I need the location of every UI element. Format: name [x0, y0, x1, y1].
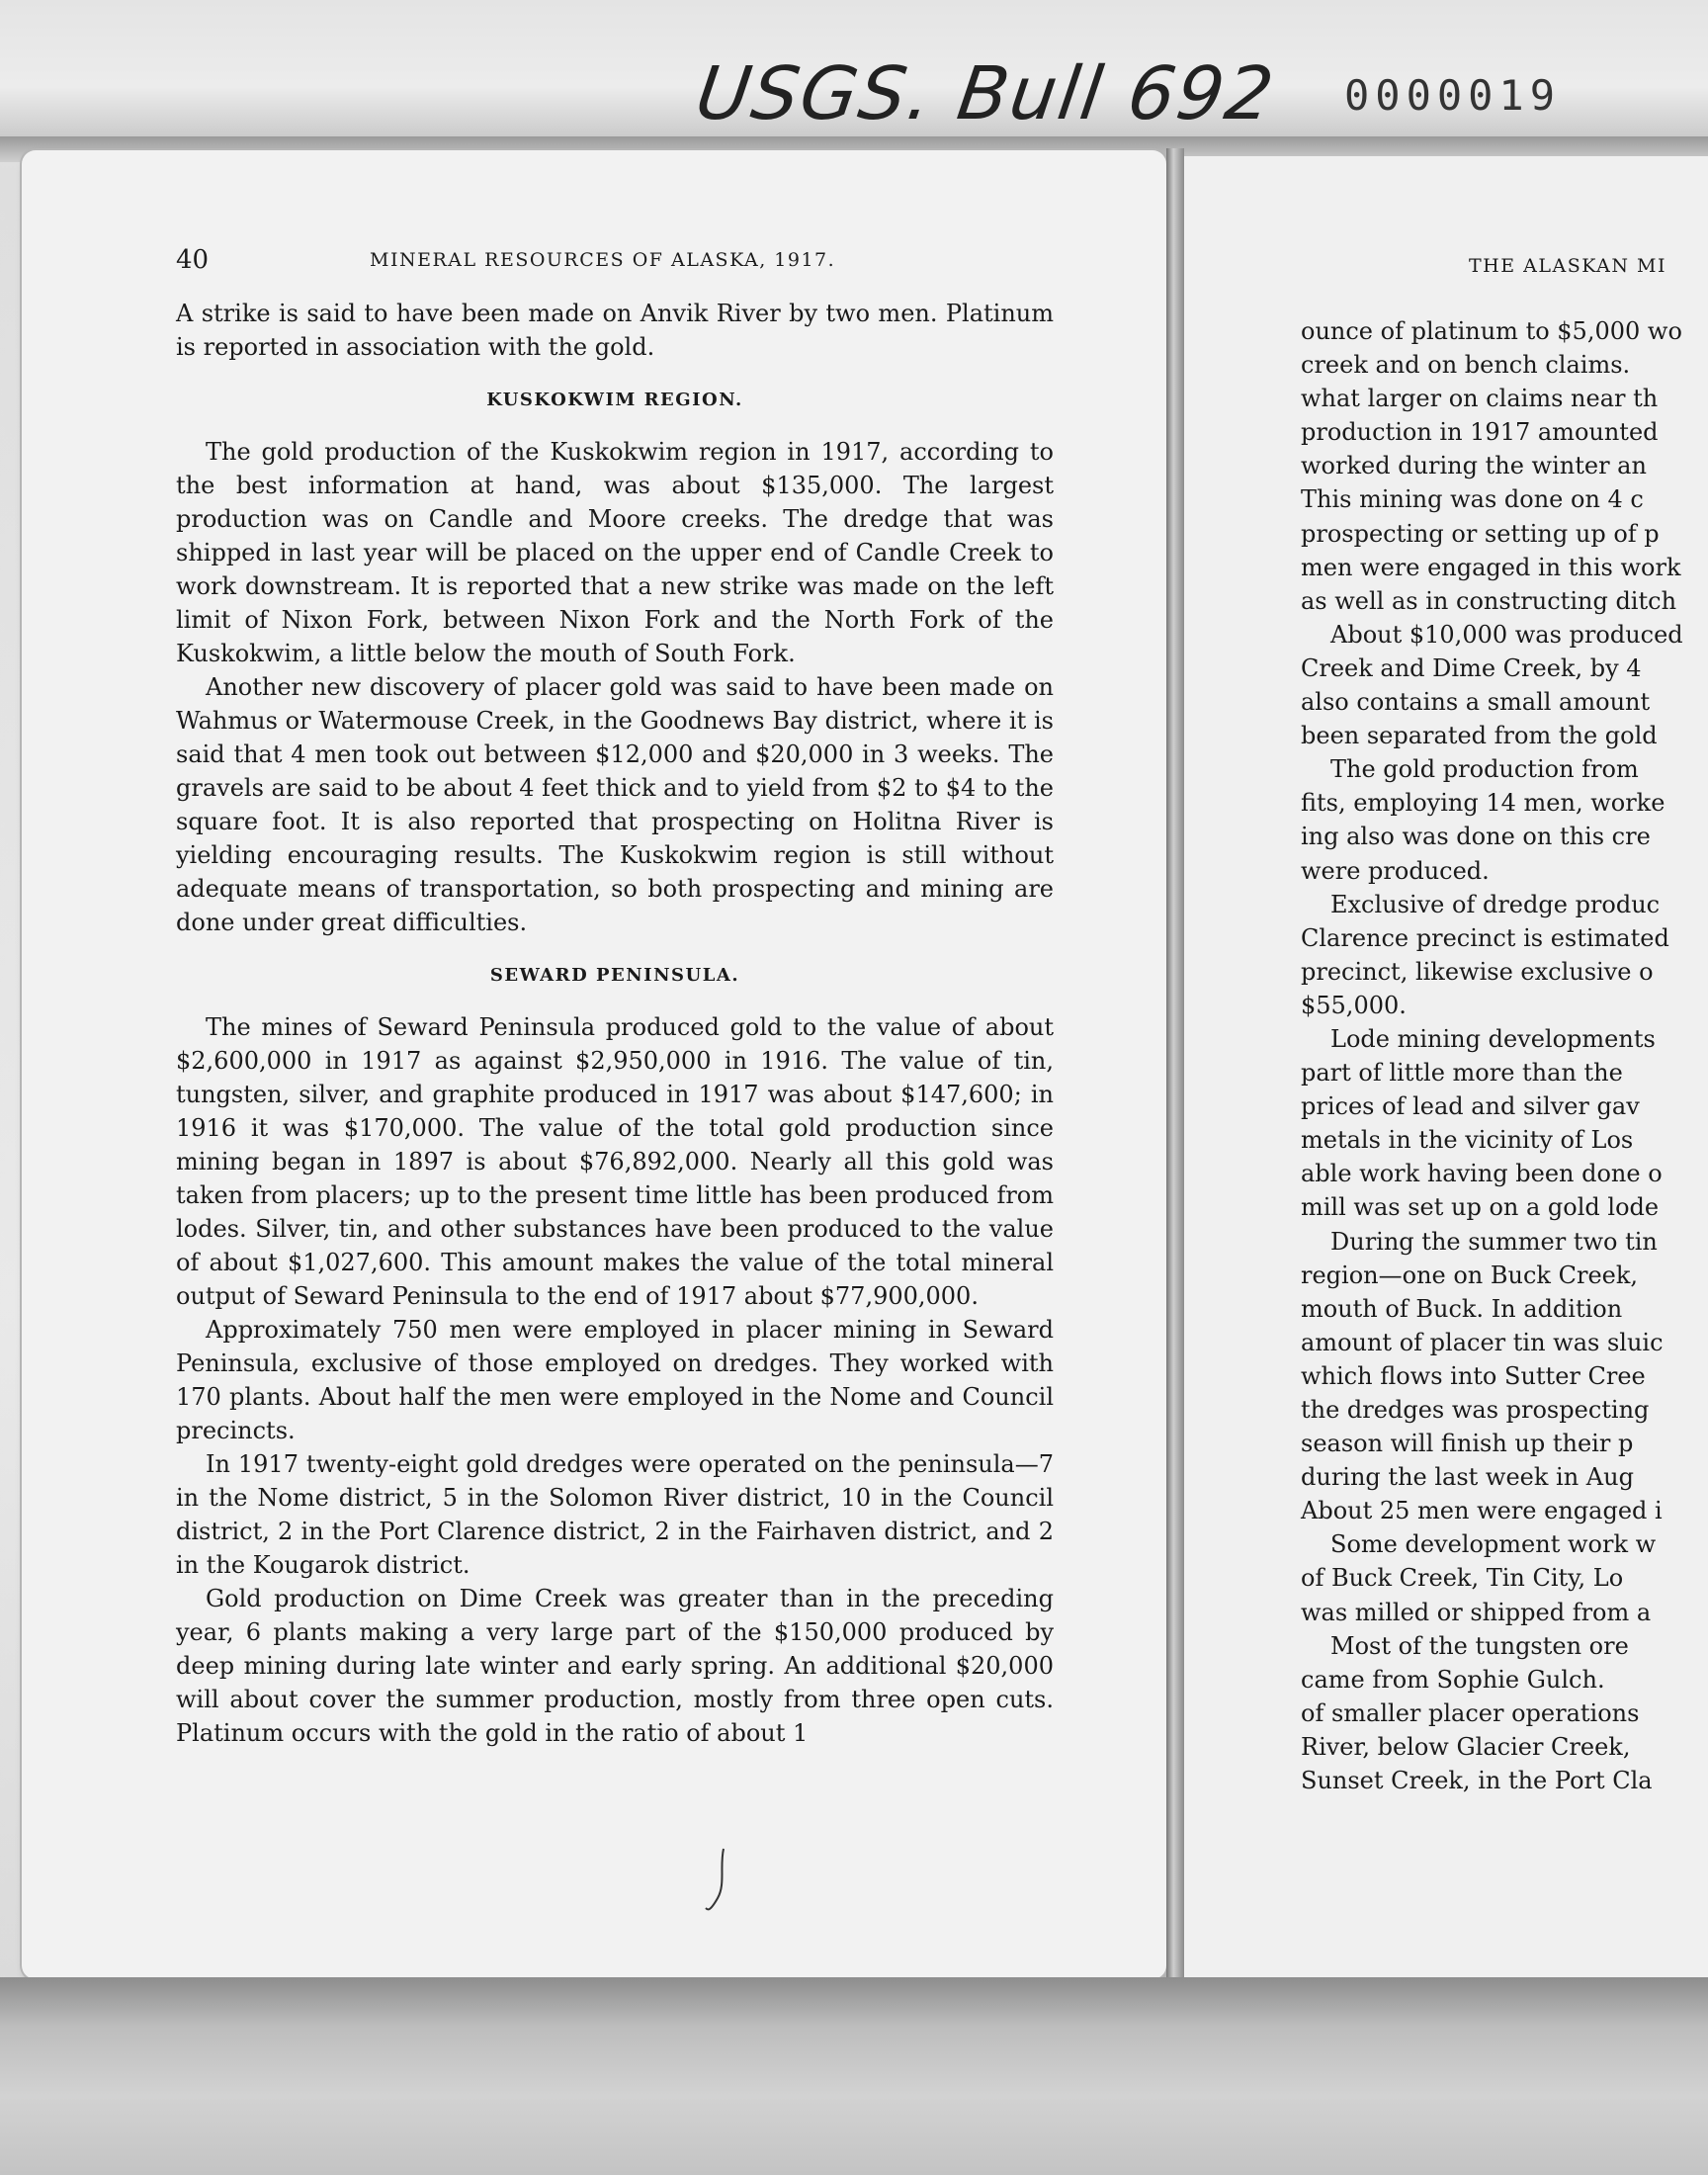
left-running-head [176, 245, 1046, 275]
right-page-line: Some development work w [1330, 1530, 1657, 1559]
right-page-line: been separated from the gold [1301, 722, 1658, 750]
right-page-line: During the summer two tin [1330, 1227, 1658, 1256]
right-page-line: metals in the vicinity of Los [1301, 1126, 1634, 1155]
right-page-line: prices of lead and silver gav [1301, 1092, 1640, 1121]
right-page-line: creek and on bench claims. [1301, 351, 1631, 380]
right-page-line: The gold production from [1330, 755, 1639, 784]
paragraph: The gold production of the Kuskokwim region in 1917, according to the best information at hand, was about $135,000. The largest production was on Candle and Moore creeks. The dredge that was shipped in last year will be placed on the upper end of Candle Creek to work downstream. It is reported that a new strike was made on the left limit of Nixon Fork, between Nixon Fork and the North Fork of the Kuskokwim, a little below the mouth of South Fork. [176, 438, 1054, 667]
right-page-line: Sunset Creek, in the Port Cla [1301, 1767, 1653, 1795]
paragraph: In 1917 twenty-eight gold dredges were operated on the peninsula—7 in the Nome district, 5 in the Solomon River district, 10 in the Council district, 2 in the Port Clarence district, 2 in the Fairhaven district, and 2 in the Kougarok district. [176, 1450, 1054, 1579]
right-page-line: precinct, likewise exclusive o [1301, 957, 1654, 986]
right-page-line: season will finish up their p [1301, 1430, 1634, 1458]
section-heading-seward: SEWARD PENINSULA. [489, 965, 740, 986]
right-page-line: ounce of platinum to $5,000 wo [1301, 317, 1682, 345]
right-page-line: worked during the winter an [1301, 452, 1647, 480]
right-page-line: amount of placer tin was sluic [1301, 1328, 1664, 1356]
right-page-line: Clarence precinct is estimated [1301, 923, 1669, 952]
right-page-line: This mining was done on 4 c [1301, 485, 1644, 514]
right-page-line: production in 1917 amounted [1301, 418, 1659, 447]
right-page-line: Exclusive of dredge produc [1330, 890, 1661, 918]
right-page-line: Lode mining developments [1330, 1024, 1656, 1053]
right-page-line: fits, employing 14 men, worke [1301, 789, 1665, 818]
right-page-line: able work having been done o [1301, 1160, 1663, 1188]
right-page-line: mill was set up on a gold lode [1301, 1193, 1660, 1222]
right-page-line: what larger on claims near th [1301, 385, 1659, 413]
right-page-line: men were engaged in this work [1301, 553, 1681, 581]
right-page-line: ing also was done on this cre [1301, 823, 1651, 851]
right-page-line: prospecting or setting up of p [1301, 519, 1660, 548]
left-text-column [176, 297, 1054, 1750]
right-page-line: region—one on Buck Creek, [1301, 1261, 1639, 1289]
stamp-number: 0000019 [1344, 71, 1562, 120]
right-page-line: the dredges was prospecting [1301, 1396, 1650, 1424]
right-page-line: Creek and Dime Creek, by 4 [1301, 653, 1642, 682]
section-heading-kuskokwim: KUSKOKWIM REGION. [486, 390, 743, 410]
right-page-line: as well as in constructing ditch [1301, 586, 1677, 615]
right-running-head: THE ALASKAN MI [1469, 255, 1666, 277]
page-number: 40 [176, 245, 210, 275]
right-page-line: were produced. [1301, 856, 1490, 885]
intro-paragraph: A strike is said to have been made on Anvik River by two men. Platinum is reported in association with the gold. [176, 300, 1054, 361]
pencil-mark [704, 1847, 733, 1916]
scan-bottom-shadow [0, 1977, 1708, 2175]
handwritten-label: USGS. Bull 692 [690, 51, 1281, 136]
right-text-column [1301, 314, 1708, 1797]
right-page-line: during the last week in Aug [1301, 1463, 1634, 1492]
paragraph: The mines of Seward Peninsula produced gold to the value of about $2,600,000 in 1917 as against $2,950,000 in 1916. The value of tin, tungsten, silver, and graphite produced in 1917 was about $147,600; in 1916 it was $170,000. The value of the total gold production since mining began in 1897 is about $76,892,000. Nearly all this gold was taken from placers; up to the present time little has been produced from lodes. Silver, tin, and other substances have been produced to the value of about $1,027,600. This amount makes the value of the total mineral output of Seward Peninsula to the end of 1917 about $77,900,000. [176, 1013, 1054, 1310]
right-page-line: About 25 men were engaged i [1301, 1497, 1663, 1525]
right-page-line: About $10,000 was produced [1330, 620, 1683, 649]
running-head-title: MINERAL RESOURCES OF ALASKA, 1917. [370, 249, 836, 271]
right-page-line: of smaller placer operations [1301, 1698, 1640, 1727]
paragraph: Approximately 750 men were employed in placer mining in Seward Peninsula, exclusive of those employed on dredges. They worked with 170 plants. About half the men were employed in the Nome and Council precincts. [176, 1316, 1054, 1444]
right-page-line: came from Sophie Gulch. [1301, 1665, 1605, 1694]
right-page-line: part of little more than the [1301, 1059, 1623, 1088]
right-page-line: $55,000. [1301, 991, 1407, 1019]
right-page-line: Most of the tungsten ore [1330, 1631, 1629, 1660]
right-page-line: which flows into Sutter Cree [1301, 1361, 1646, 1390]
right-page-line: also contains a small amount [1301, 688, 1651, 717]
right-page-line: of Buck Creek, Tin City, Lo [1301, 1564, 1624, 1593]
page-gutter [1166, 148, 1184, 1987]
right-page-line: mouth of Buck. In addition [1301, 1294, 1623, 1323]
paragraph: Gold production on Dime Creek was greater than in the preceding year, 6 plants making a very large part of the $150,000 produced by deep mining during late winter and early spring. An additional $20,000 will about cover the summer production, mostly from three open cuts. Platinum occurs with the gold in the ratio of about 1 [176, 1585, 1054, 1747]
right-page-line: River, below Glacier Creek, [1301, 1732, 1631, 1761]
paragraph: Another new discovery of placer gold was said to have been made on Wahmus or Watermouse Creek, in the Goodnews Bay district, where it is said that 4 men took out between $12,000 and $20,000 in 3 weeks. The gravels are said to be about 4 feet thick and to yield from $2 to $4 to the square foot. It is also reported that prospecting on Holitna River is yielding encouraging results. The Kuskokwim region is still without adequate means of transportation, so both prospecting and mining are done under great difficulties. [176, 673, 1054, 936]
right-page-line: was milled or shipped from a [1301, 1598, 1652, 1626]
